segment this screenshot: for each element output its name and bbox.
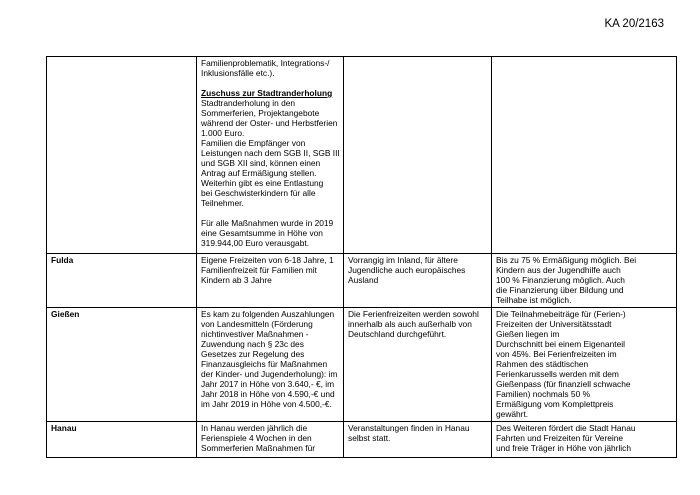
text-line: Sommerferien Maßnahmen für xyxy=(201,443,316,453)
text-line: Freizeiten der Universitätsstadt xyxy=(496,319,612,329)
text-line: die Finanzierung über Bildung und xyxy=(496,285,624,295)
city-cell xyxy=(47,57,197,254)
city-cell: Gießen xyxy=(47,308,197,422)
text-line: 1.000 Euro. xyxy=(201,128,245,138)
text-line: im Jahr 2019 in Höhe von 4.500,-€. xyxy=(201,399,332,409)
text-line: 319.944,00 Euro verausgabt. xyxy=(201,238,310,248)
city-cell: Hanau xyxy=(47,422,197,458)
text-line: Die Ferienfreizeiten werden sowohl xyxy=(348,309,479,319)
text-line: Familienproblematik, Integrations-/ xyxy=(201,58,330,68)
text-line: Rahmen des städtischen xyxy=(496,359,589,369)
text-line: Ferienkarussells werden mit dem xyxy=(496,369,619,379)
text-line: Familien) nochmals 50 % xyxy=(496,389,591,399)
funding-cell xyxy=(492,254,677,308)
text-line: selbst statt. xyxy=(348,433,391,443)
text-line: Zuwendung nach § 23c des xyxy=(201,339,304,349)
text-line: Ausland xyxy=(348,275,379,285)
section-subheading: Zuschuss zur Stadtranderholung xyxy=(201,88,333,98)
measures-cell xyxy=(197,57,344,254)
text-line: Veranstaltungen finden in Hanau xyxy=(348,423,470,433)
text-line: Leistungen nach dem SGB II, SGB III xyxy=(201,148,340,158)
text-line: Ermäßigung vom Komplettpreis xyxy=(496,399,614,409)
text-line: innerhalb als auch außerhalb von xyxy=(348,319,472,329)
funding-cell xyxy=(492,57,677,254)
text-line: Teilhabe ist möglich. xyxy=(496,295,572,305)
text-line: Durchschnitt bei einem Eigenanteil xyxy=(496,339,625,349)
text-line: eine Gesamtsumme in Höhe von xyxy=(201,228,323,238)
text-line: Kindern ab 3 Jahre xyxy=(201,275,272,285)
text-line: Deutschland durchgeführt. xyxy=(348,329,447,339)
table-row xyxy=(47,57,677,254)
table-row xyxy=(47,254,677,308)
text-line: Finanzausgleichs für Maßnahmen xyxy=(201,359,328,369)
table-row xyxy=(47,422,677,458)
document-id: KA 20/2163 xyxy=(604,18,664,30)
text-line: von Landesmitteln (Förderung xyxy=(201,319,313,329)
text-line: und freie Träger in Höhe von jährlich xyxy=(496,443,632,453)
funding-cell xyxy=(492,308,677,422)
text-line: Familienfreizeit für Familien mit xyxy=(201,265,317,275)
text-line: Jugendliche auch europäisches xyxy=(348,265,466,275)
measures-table xyxy=(46,56,677,458)
text-line: Fahrten und Freizeiten für Vereine xyxy=(496,433,624,443)
text-line: Vorrangig im Inland, für ältere xyxy=(348,255,458,265)
destination-cell xyxy=(344,422,492,458)
measures-cell xyxy=(197,422,344,458)
text-line: Stadtranderholung in den xyxy=(201,98,296,108)
text-line: Kindern aus der Jugendhilfe auch xyxy=(496,265,621,275)
text-line: Ferienspiele 4 Wochen in den xyxy=(201,433,312,443)
text-line: Familien die Empfänger von xyxy=(201,138,306,148)
text-line: Eigene Freizeiten von 6-18 Jahre, 1 xyxy=(201,255,334,265)
text-line: bei Geschwisterkindern für alle xyxy=(201,188,316,198)
text-line: Für alle Maßnahmen wurde in 2019 xyxy=(201,218,334,228)
text-line: während der Oster- und Herbstferien xyxy=(201,118,338,128)
text-line: Gießen liegen im xyxy=(496,329,560,339)
text-line: Es kam zu folgenden Auszahlungen xyxy=(201,309,335,319)
text-line: In Hanau werden jährlich die xyxy=(201,423,308,433)
destination-cell xyxy=(344,308,492,422)
city-cell: Fulda xyxy=(47,254,197,308)
text-line: Gießenpass (für finanziell schwache xyxy=(496,379,631,389)
text-line: Teilnehmer. xyxy=(201,198,244,208)
text-line: und SGB XII sind, können einen xyxy=(201,158,321,168)
text-line: Jahr 2018 in Höhe von 4.590,-€ und xyxy=(201,389,335,399)
text-line: 100 % Finanzierung möglich. Auch xyxy=(496,275,625,285)
text-line: Die Teilnahmebeiträge für (Ferien-) xyxy=(496,309,626,319)
destination-cell xyxy=(344,254,492,308)
text-line: von 45%. Bei Ferienfreizeiten im xyxy=(496,349,617,359)
text-line: der Kinder- und Jugenderholung): im xyxy=(201,369,338,379)
text-line: Weiterhin gibt es eine Entlastung xyxy=(201,178,324,188)
text-line: gewährt. xyxy=(496,409,529,419)
text-line: Des Weiteren fördert die Stadt Hanau xyxy=(496,423,636,433)
table-row xyxy=(47,308,677,422)
text-line: nichtinvestiver Maßnahmen - xyxy=(201,329,309,339)
measures-cell xyxy=(197,254,344,308)
text-line: Antrag auf Ermäßigung stellen. xyxy=(201,168,317,178)
destination-cell xyxy=(344,57,492,254)
text-line: Sommerferien, Projektangebote xyxy=(201,108,320,118)
text-line: Inklusionsfälle etc.). xyxy=(201,68,275,78)
measures-cell xyxy=(197,308,344,422)
text-line: Gesetzes zur Regelung des xyxy=(201,349,305,359)
funding-cell xyxy=(492,422,677,458)
text-line: Bis zu 75 % Ermäßigung möglich. Bei xyxy=(496,255,637,265)
text-line: Jahr 2017 in Höhe von 3.640,- €, im xyxy=(201,379,335,389)
